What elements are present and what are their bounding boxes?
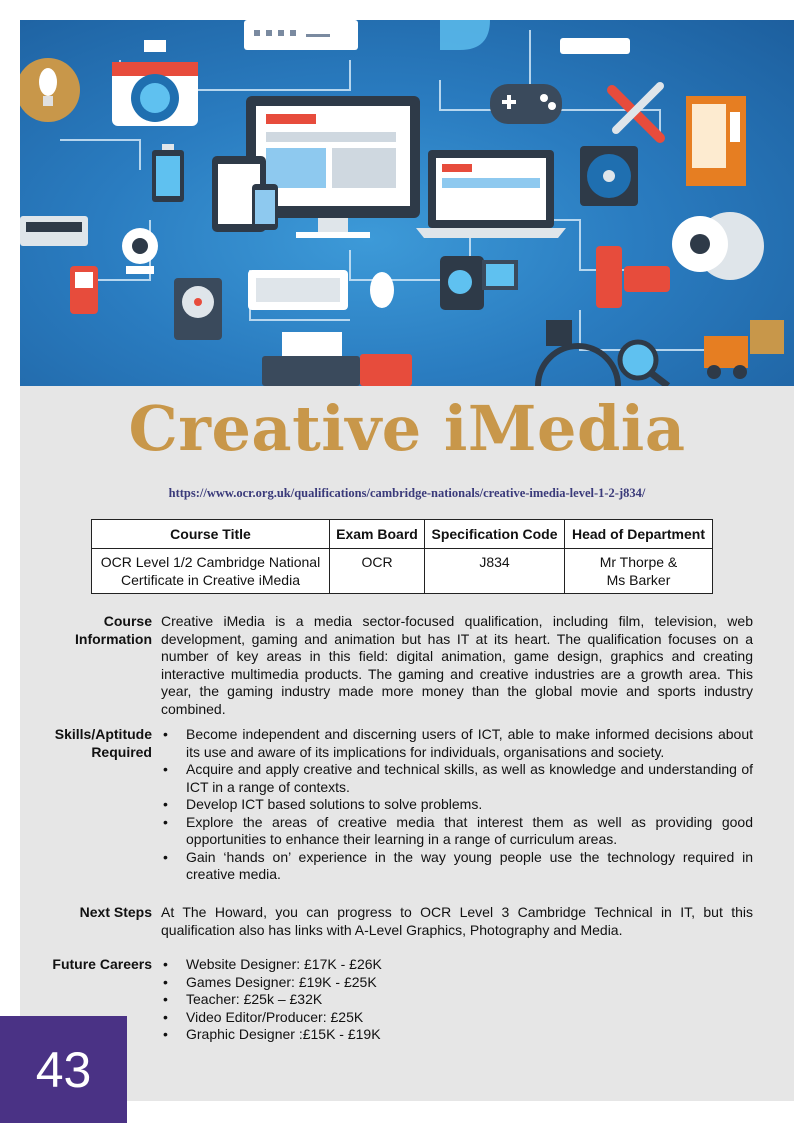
list-item: • Games Designer: £19K - £25K [161, 974, 753, 992]
list-item: • Teacher: £25k – £32K [161, 991, 753, 1009]
header-exam-board: Exam Board [330, 520, 425, 549]
magnifier-icon [620, 342, 668, 386]
list-item: • Develop ICT based solutions to solve problems. [161, 796, 753, 814]
cell-exam-board: OCR [330, 549, 425, 594]
gear-icon [672, 212, 764, 280]
router-icon [244, 20, 358, 50]
tools-icon [612, 86, 660, 138]
laptop-icon [416, 150, 566, 238]
lightbulb-icon [20, 58, 80, 122]
next-steps-text: At The Howard, you can progress to OCR Level 3 Cambridge Technical in IT, but this qualification also has links with A-Level Graphics, Photography and Media. [161, 904, 753, 938]
header-spec-code: Specification Code [425, 520, 565, 549]
fan-icon [580, 146, 638, 206]
battery-icon [152, 144, 184, 202]
list-item: • Video Editor/Producer: £25K [161, 1009, 753, 1027]
page-number: 43 [35, 1041, 92, 1098]
next-steps-label: Next Steps [79, 904, 152, 920]
list-item: • Explore the areas of creative media that interest them as well as providing good opportunities to enhance their learning in a range of curriculum areas. [161, 814, 753, 849]
label-line: Skills/Aptitude [54, 726, 152, 742]
head-line: Mr Thorpe & [599, 554, 678, 570]
list-item: • Graphic Designer :£15K - £19K [161, 1026, 753, 1044]
mouse-icon [370, 272, 394, 308]
list-item: • Become independent and discerning users of ICT, able to make informed decisions about its use and aware of its implications for individuals, organisations and society. [161, 726, 753, 761]
bus-icon [20, 216, 88, 246]
printer-icon [262, 332, 360, 386]
list-item: • Website Designer: £17K - £26K [161, 956, 753, 974]
skills-list [161, 726, 753, 884]
forklift-icon [704, 320, 784, 379]
course-url-link[interactable]: https://www.ocr.org.uk/qualifications/cambridge-nationals/creative-imedia-level-1-2-j834/ [168, 486, 646, 500]
label-line: Required [91, 743, 152, 760]
camera-icon [112, 40, 198, 126]
future-careers-label: Future Careers [52, 956, 152, 972]
table-row [92, 549, 713, 594]
skills-label [40, 726, 152, 761]
webcam-icon [122, 228, 158, 274]
label-line: Course [103, 613, 152, 629]
course-title-line: Certificate in Creative iMedia [121, 572, 300, 588]
usb-drive-icon [596, 246, 670, 308]
cell-course-title [92, 549, 330, 594]
head-line: Ms Barker [606, 572, 671, 588]
course-information-text: Creative iMedia is a media sector-focused qualification, including film, television, web development, gaming and animation but has IT at its heart. The qualification focuses on a number of key areas in this field: digital animation, game design, graphics and creating interactive multimedia products. The gaming and creative industries are a growth area. This year, the gaming industry made more money than the global movie and sports industry combined. [161, 613, 753, 717]
mp3-player-icon [70, 266, 98, 314]
course-title-line: OCR Level 1/2 Cambridge National [100, 554, 321, 570]
header-course-title: Course Title [92, 520, 330, 549]
gamepad-icon [490, 84, 562, 124]
keyboard-icon [248, 270, 348, 310]
page-number-box [0, 1016, 127, 1123]
course-table [91, 519, 713, 594]
careers-list [161, 956, 753, 1044]
header-illustration [20, 20, 794, 386]
course-information-label [40, 613, 152, 648]
list-item: • Acquire and apply creative and technical skills, as well as knowledge and understanding of ICT in a range of contexts. [161, 761, 753, 796]
header-head-of-department: Head of Department [565, 520, 713, 549]
page-title: Creative iMedia [128, 392, 686, 465]
label-line: Information [75, 630, 152, 647]
careers-list-container [161, 956, 753, 1044]
hard-drive-icon [174, 278, 222, 340]
video-camera-icon [440, 256, 518, 310]
list-item: • Gain ‘hands on’ experience in the way young people use the technology required in creative media. [161, 849, 753, 884]
vending-machine-icon [686, 96, 746, 186]
table-header-row [92, 520, 713, 549]
cell-head-of-department [565, 549, 713, 594]
cell-spec-code: J834 [425, 549, 565, 594]
skills-list-container [161, 726, 753, 884]
